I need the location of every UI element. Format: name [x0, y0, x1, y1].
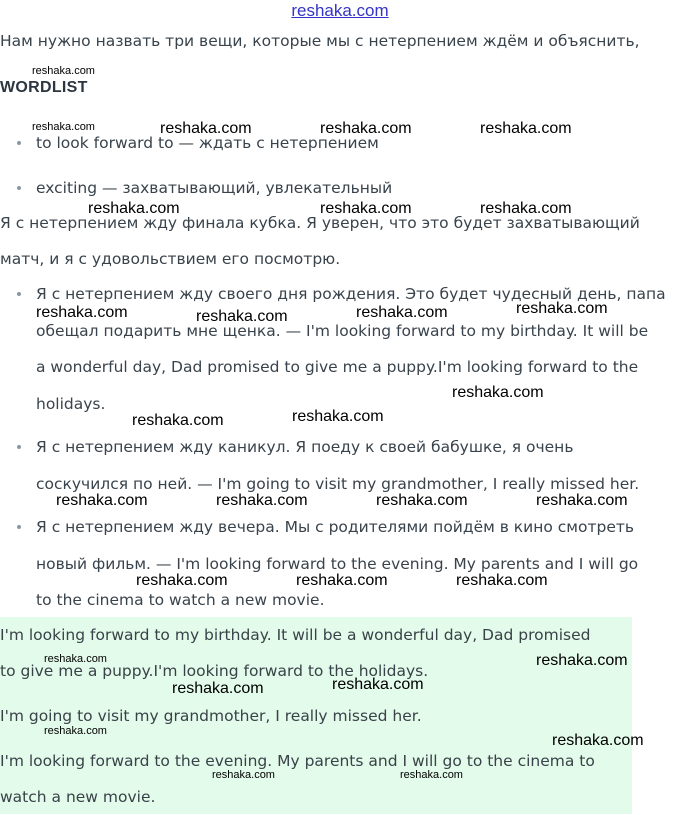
site-link[interactable]: reshaka.com — [291, 1, 389, 20]
watermark: reshaka.com — [296, 572, 388, 589]
watermark: reshaka.com — [216, 492, 308, 509]
watermark: reshaka.com — [136, 572, 228, 589]
watermark: reshaka.com — [356, 304, 448, 321]
watermark: reshaka.com — [536, 492, 628, 509]
watermark: reshaka.com — [160, 120, 252, 137]
watermark: reshaka.com — [44, 725, 107, 737]
watermark: reshaka.com — [332, 676, 424, 693]
watermark: reshaka.com — [32, 121, 95, 133]
watermark: reshaka.com — [172, 680, 264, 697]
example-line: a wonderful day, Dad promised to give me a puppy.I'm looking forward to the — [36, 358, 639, 376]
watermark: reshaka.com — [320, 120, 412, 137]
paragraph-line: матч, и я с удовольствием его посмотрю. — [0, 250, 341, 268]
watermark: reshaka.com — [480, 120, 572, 137]
watermark: reshaka.com — [480, 200, 572, 217]
answer-line: watch a new movie. — [0, 788, 156, 806]
watermark: reshaka.com — [56, 492, 148, 509]
answer-line: I'm going to visit my grandmother, I really missed her. — [0, 707, 422, 725]
intro-text: Нам нужно назвать три вещи, которые мы с нетерпением ждём и объяснить, — [0, 32, 640, 50]
watermark: reshaka.com — [44, 653, 107, 665]
watermark: reshaka.com — [196, 308, 288, 325]
example-line: holidays. — [36, 394, 106, 413]
example-line: Я с нетерпением жду вечера. Мы с родителями пойдём в кино смотреть — [36, 518, 635, 536]
paragraph-line: Я с нетерпением жду финала кубка. Я уверен, что это будет захватывающий — [0, 214, 640, 232]
example-line: Я с нетерпением жду своего дня рождения. Это будет чудесный день, папа — [36, 285, 666, 303]
watermark: reshaka.com — [516, 300, 608, 317]
answer-line: I'm looking forward to the evening. My parents and I will go to the cinema to — [0, 752, 595, 770]
watermark: reshaka.com — [536, 652, 628, 669]
watermark: reshaka.com — [452, 384, 544, 401]
watermark: reshaka.com — [132, 412, 224, 429]
watermark: reshaka.com — [292, 408, 384, 425]
watermark: reshaka.com — [36, 304, 128, 321]
watermark: reshaka.com — [376, 492, 468, 509]
watermark: reshaka.com — [552, 732, 644, 749]
example-line: соскучился по ней. — I'm going to visit my grandmother, I really missed her. — [36, 474, 640, 493]
wordlist-item-text: to look forward to — ждать с нетерпением — [36, 134, 379, 152]
answer-line: I'm looking forward to my birthday. It will be a wonderful day, Dad promised — [0, 626, 591, 644]
watermark: reshaka.com — [212, 769, 275, 781]
watermark: reshaka.com — [456, 572, 548, 589]
wordlist-title: WORDLIST — [0, 79, 88, 96]
answer-line: to give me a puppy.I'm looking forward to the holidays. — [0, 662, 429, 680]
watermark: reshaka.com — [320, 200, 412, 217]
example-line: to the cinema to watch a new movie. — [36, 591, 325, 609]
example-line: новый фильм. — I'm looking forward to the evening. My parents and I will go — [36, 554, 639, 573]
example-line: обещал подарить мне щенка. — I'm looking forward to my birthday. It will be — [36, 321, 649, 340]
watermark: reshaka.com — [32, 65, 95, 77]
watermark: reshaka.com — [88, 200, 180, 217]
wordlist-item-text: exciting — захватывающий, увлекательный — [36, 179, 393, 197]
example-item — [0, 276, 680, 422]
example-line: Я с нетерпением жду каникул. Я поеду к своей бабушке, я очень — [36, 438, 574, 456]
example-item — [0, 509, 680, 619]
watermark: reshaka.com — [400, 769, 463, 781]
